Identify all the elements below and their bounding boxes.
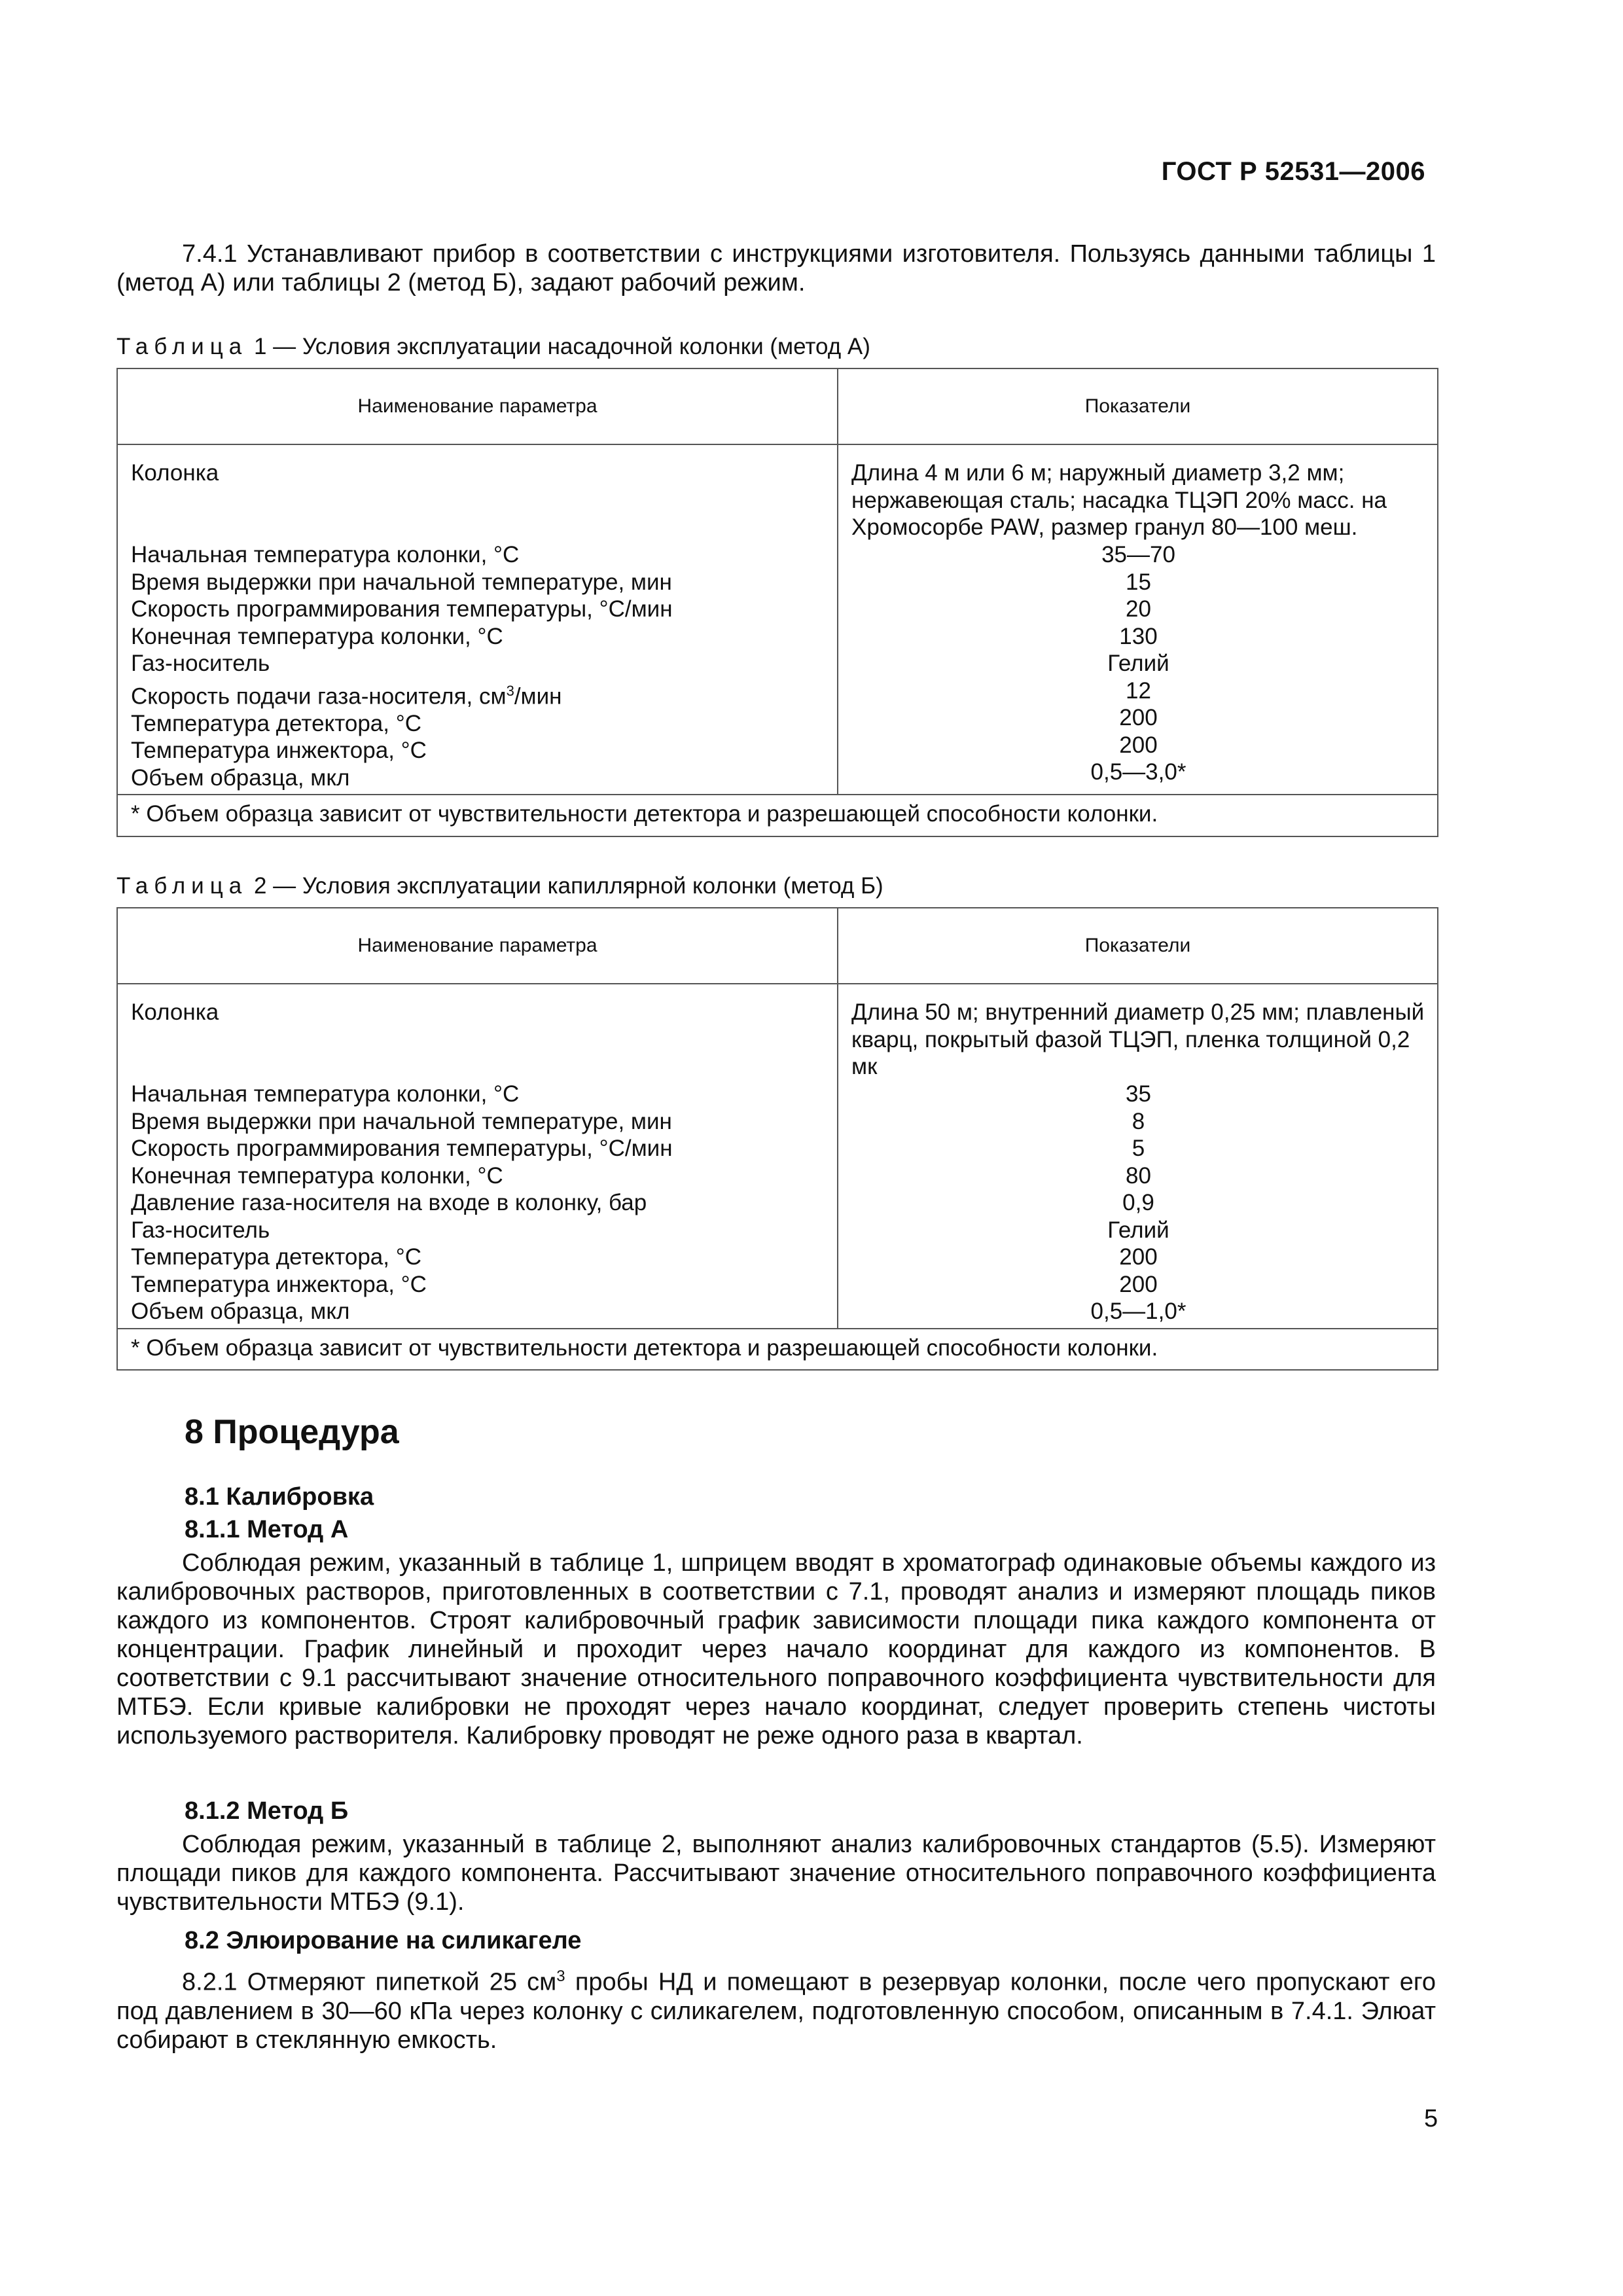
table1-value: Длина 4 м или 6 м; наружный диаметр 3,2 мм; нержавеющая сталь; насадка ТЦЭП 20% масс. на Хромосорбе PAW, размер гранул 80—100 меш. [851, 460, 1387, 540]
table2-value: 200 [1119, 1244, 1158, 1270]
table2-param: Температура детектора, °С [131, 1244, 421, 1270]
table2-value: Длина 50 м; внутренний диаметр 0,25 мм; плавленый кварц, покрытый фазой ТЦЭП, пленка толщиной 0,2 мк [851, 999, 1425, 1079]
table1-values-cell [838, 444, 1438, 795]
table1-param: Газ-носитель [131, 651, 270, 676]
table1-param: Температура инжектора, °С [131, 738, 427, 764]
table2-value: 35 [1126, 1081, 1151, 1107]
table1-caption-word: Таблица [116, 334, 248, 359]
table2-value: 200 [1119, 1271, 1158, 1297]
table1-param-gas-flow: Скорость подачи газа-носителя, $см^3$/мин [131, 682, 562, 709]
table1-param: Скорость программирования температуры, °С/мин [131, 596, 673, 622]
table2-caption-word: Таблица [116, 873, 248, 899]
table2-value: 8 [1132, 1108, 1145, 1134]
table2-caption-text: 2 — Условия эксплуатации капиллярной колонки (метод Б) [253, 873, 883, 899]
table2-footnote-row [117, 1329, 1438, 1371]
table2-param: Время выдержки при начальной температуре, мин [131, 1108, 672, 1134]
table2-param: Скорость программирования температуры, °С/мин [131, 1136, 673, 1161]
section-8-2-heading: 8.2 Элюирование на силикагеле [185, 1927, 582, 1954]
table1-caption-text: 1 — Условия эксплуатации насадочной колонки (метод А) [253, 334, 870, 359]
table2-param: Объем образца, мкл [131, 1299, 350, 1324]
table2-params-cell [117, 984, 838, 1329]
table1-param: Колонка [131, 460, 219, 486]
section-8-1-1-text: Соблюдая режим, указанный в таблице 1, шприцем вводят в хроматограф одинаковые объемы каждого из калибровочных растворов, приготовленных в соответствии с 7.1, проводят анализ и измеряют площадь пиков каждого из компонентов. Строят калибровочный график зависимости площади пика каждого компонента от концентрации. График линейный и проходит через начало координат для каждого из компонентов. В соответствии с 9.1 рассчитывают значение относительного поправочного коэффициента чувствительности для МТБЭ. Если кривые калибровки не проходят через начало координат, следует проверить степень чистоты используемого растворителя. Калибровку проводят не реже одного раза в квартал. [116, 1549, 1436, 1749]
table1-param: Конечная температура колонки, °С [131, 623, 503, 649]
table1-param: Время выдержки при начальной температуре, мин [131, 569, 672, 595]
table1-params-cell [117, 444, 838, 795]
section-8-1-2-heading: 8.1.2 Метод Б [185, 1797, 349, 1825]
intro-paragraph: 7.4.1 Устанавливают прибор в соответствии с инструкциями изготовителя. Пользуясь данными таблицы 1 (метод А) или таблицы 2 (метод Б), задают рабочий режим. [116, 240, 1436, 296]
table1-header-row [117, 368, 1438, 444]
table1-param: Температура детектора, °С [131, 710, 421, 736]
table1-footnote-row [117, 795, 1438, 836]
table2-param: Начальная температура колонки, °С [131, 1081, 520, 1107]
page-number: 5 [1424, 2105, 1438, 2132]
table2-value: 80 [1126, 1162, 1151, 1189]
table2-param: Колонка [131, 999, 219, 1025]
table1-footnote: * Объем образца зависит от чувствительности детектора и разрешающей способности колонки. [117, 795, 1438, 836]
table1-value: 12 [1126, 677, 1151, 704]
table2-value: 5 [1132, 1136, 1145, 1161]
table2-body-row [117, 984, 1438, 1329]
section-8-1-2-text: Соблюдая режим, указанный в таблице 2, выполняют анализ калибровочных стандартов (5.5). Измеряют площади пиков для каждого компонента. Рассчитывают значение относительного поправочного коэффициента чувствительности МТБЭ (9.1). [116, 1831, 1436, 1916]
document-header: ГОСТ Р 52531—2006 [1161, 157, 1425, 186]
table1 [116, 368, 1438, 837]
section-8-heading: 8 Процедура [185, 1413, 399, 1451]
table2-value: 0,5—1,0* [1090, 1299, 1186, 1324]
section-8-2-1-text: 8.2.1 Отмеряют пипеткой 25 $см^3$ пробы НД и помещают в резервуар колонки, после чего пропускают его под давлением в 30—60 кПа через колонку с силикагелем, подготовленную способом, описанным в 7.4.1. Элюат собирают в стеклянную емкость. [116, 1967, 1436, 2054]
table2-value: 0,9 [1122, 1190, 1154, 1215]
table1-param: Объем образца, мкл [131, 764, 350, 791]
table1-col-param: Наименование параметра [117, 368, 838, 444]
table1-body-row [117, 444, 1438, 795]
table1-col-value: Показатели [838, 368, 1438, 444]
table2-col-param: Наименование параметра [117, 908, 838, 984]
table1-value: 130 [1119, 623, 1158, 649]
table2-param: Конечная температура колонки, °С [131, 1162, 503, 1189]
table2-footnote: * Объем образца зависит от чувствительности детектора и разрешающей способности колонки. [117, 1329, 1438, 1371]
table1-value: 35—70 [1101, 542, 1175, 567]
table2-param: Температура инжектора, °С [131, 1271, 427, 1297]
table1-value: 0,5—3,0* [1090, 759, 1186, 785]
table1-value: 15 [1126, 569, 1151, 595]
table1-value: 20 [1126, 596, 1151, 622]
table1-value: 200 [1119, 732, 1158, 758]
section-8-1-heading: 8.1 Калибровка [185, 1483, 374, 1511]
table2-param: Газ-носитель [131, 1217, 270, 1243]
table2-header-row [117, 908, 1438, 984]
table1-caption [116, 334, 870, 360]
table2-col-value: Показатели [838, 908, 1438, 984]
table2-caption [116, 873, 883, 899]
table2-values-cell [838, 984, 1438, 1329]
table2-param: Давление газа-носителя на входе в колонку, бар [131, 1190, 647, 1215]
table1-value: Гелий [1107, 651, 1169, 676]
table2 [116, 907, 1438, 1371]
table1-value: 200 [1119, 705, 1158, 730]
section-8-1-1-heading: 8.1.1 Метод А [185, 1516, 349, 1543]
table2-value: Гелий [1107, 1217, 1169, 1243]
table1-param: Начальная температура колонки, °С [131, 542, 520, 567]
